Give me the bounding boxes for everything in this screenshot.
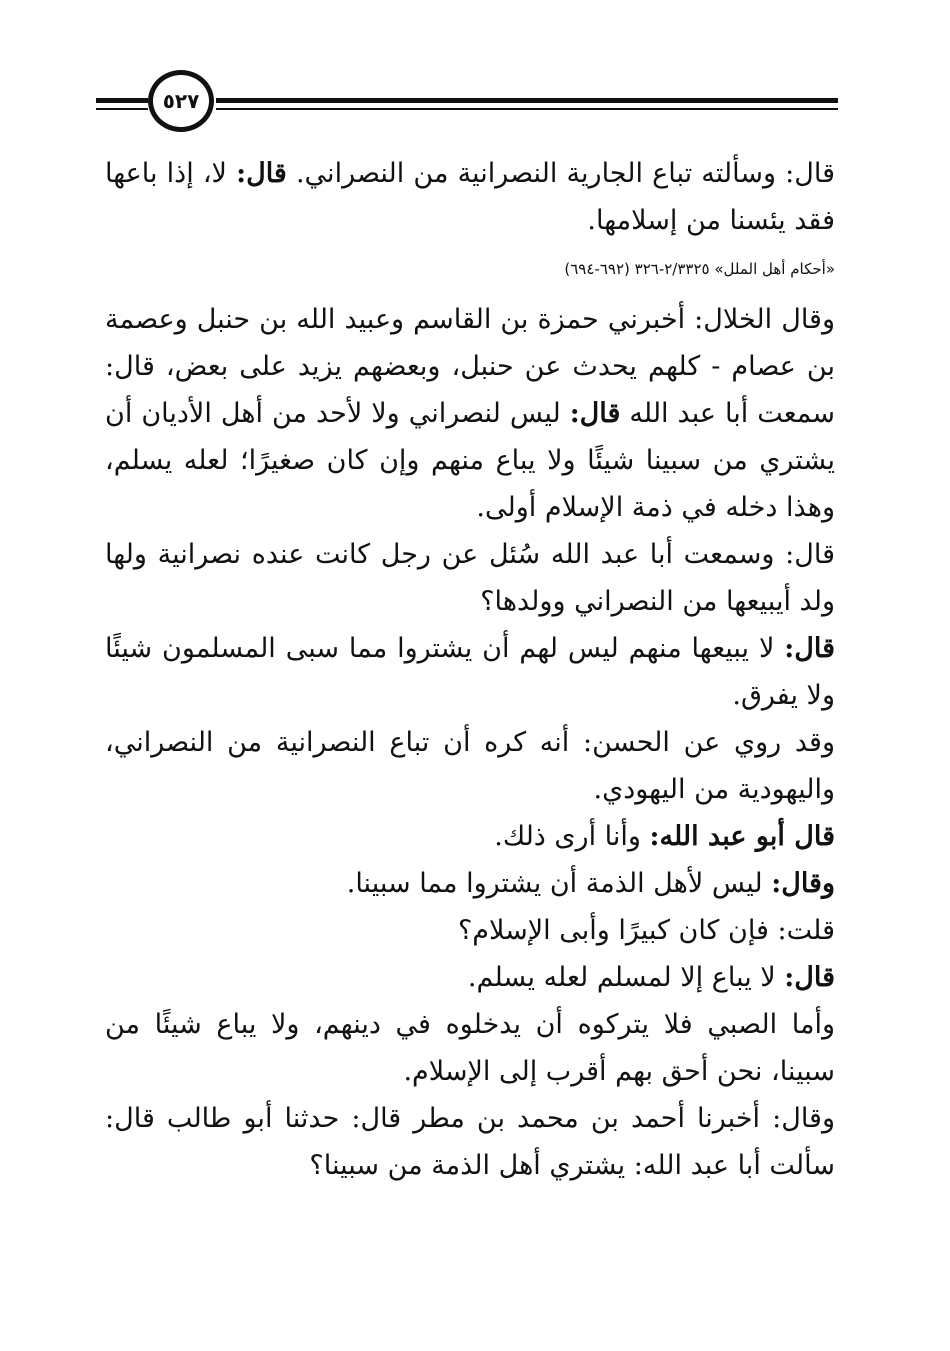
- paragraph: قال: لا يبيعها منهم ليس لهم أن يشتروا مما سبى المسلمون شيئًا ولا يفرق.: [105, 633, 835, 711]
- paragraph: قال أبو عبد الله: وأنا أرى ذلك.: [494, 821, 835, 852]
- page-header: [96, 70, 838, 140]
- paragraph: قال: وسألته تباع الجارية النصرانية من النصراني. قال: لا، إذا باعها فقد يئسنا من إسلامها.: [105, 158, 835, 236]
- paragraph: وقال: أخبرنا أحمد بن محمد بن مطر قال: حدثنا أبو طالب قال: سألت أبا عبد الله: يشتري أهل الذمة من سبينا؟: [105, 1103, 835, 1181]
- paragraph: قال: وسمعت أبا عبد الله سُئل عن رجل كانت عنده نصرانية ولها ولد أيبيعها من النصراني وولدها؟: [105, 539, 835, 617]
- paragraph: وقال الخلال: أخبرني حمزة بن القاسم وعبيد الله بن حنبل وعصمة بن عصام - كلهم يحدث عن حنبل، وبعضهم يزيد على بعض، قال: سمعت أبا عبد الله قال: ليس لنصراني ولا لأحد من أهل الأديان أن يشتري من سبينا شيئًا ولا يباع منهم وإن كان صغيرًا؛ لعله يسلم، وهذا دخله في ذمة الإسلام أولى.: [105, 304, 835, 523]
- paragraph: قلت: فإن كان كبيرًا وأبى الإسلام؟: [457, 915, 835, 946]
- page-number: ٥٢٧: [148, 70, 214, 132]
- header-rule-right: [216, 98, 838, 103]
- header-rule-right-thin: [216, 108, 838, 110]
- paragraph: وأما الصبي فلا يتركوه أن يدخلوه في دينهم، ولا يباع شيئًا من سبينا، نحن أحق بهم أقرب إلى الإسلام.: [105, 1009, 835, 1087]
- header-rule-left-thin: [96, 108, 148, 110]
- paragraph: وقال: ليس لأهل الذمة أن يشتروا مما سبينا.: [346, 868, 835, 899]
- source-reference: «أحكام أهل الملل» ٢/٣٣٢٥-٣٢٦ (٦٩٢-٦٩٤): [564, 260, 835, 278]
- page-body: [105, 150, 835, 1189]
- paragraph: قال: لا يباع إلا لمسلم لعله يسلم.: [467, 962, 835, 993]
- paragraph: وقد روي عن الحسن: أنه كره أن تباع النصرانية من النصراني، واليهودية من اليهودي.: [105, 727, 835, 805]
- header-rule-left: [96, 98, 148, 103]
